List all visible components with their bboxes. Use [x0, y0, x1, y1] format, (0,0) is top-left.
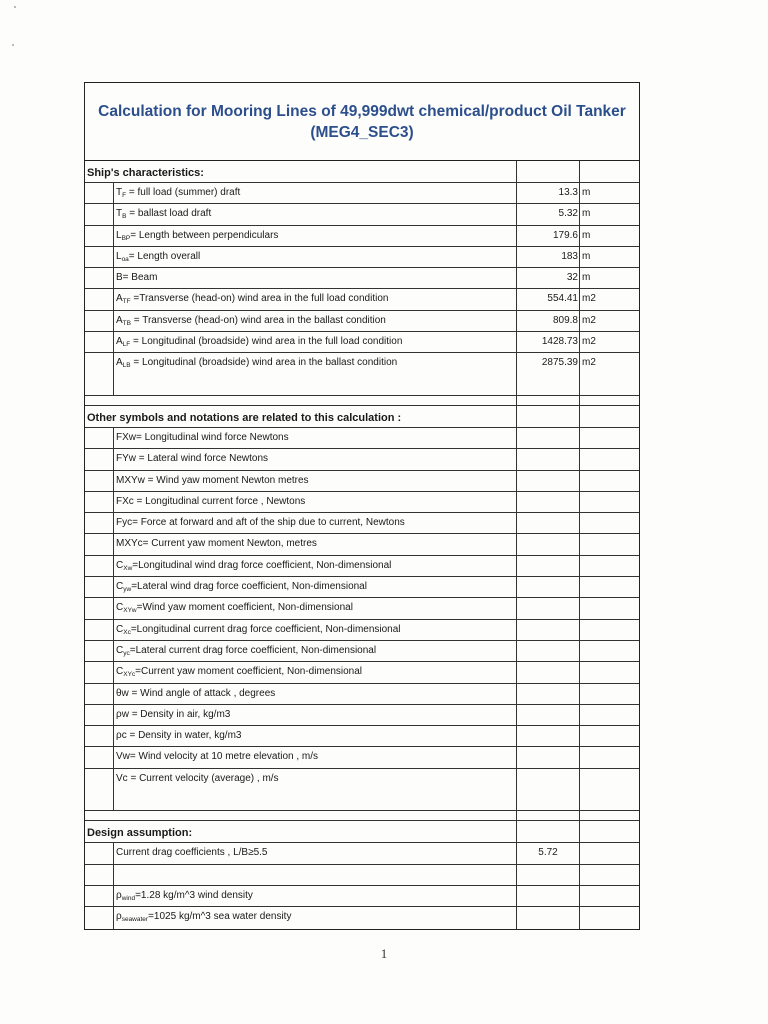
symbols-description [114, 641, 517, 661]
symbol-subscript: yw [123, 586, 132, 594]
symbols-row [85, 471, 639, 492]
symbol-subscript: BP [121, 234, 131, 242]
description-text: = ballast load draft [126, 208, 212, 220]
description-text: = Length between perpendiculars [130, 229, 279, 241]
symbol: A [116, 336, 123, 348]
symbol: A [116, 357, 123, 369]
symbol: T [116, 208, 123, 220]
ship_characteristics-unit: m2 [582, 336, 596, 348]
symbols-row [85, 534, 639, 555]
blank-row [85, 790, 639, 811]
symbols-description [114, 598, 517, 618]
symbol: C [116, 559, 124, 571]
current-drag-text: Current drag coefficients , L/B≥5.5 [114, 843, 517, 863]
title-line-2: (MEG4_SEC3) [310, 124, 414, 141]
symbols-description [114, 747, 517, 767]
current-drag-value: 5.72 [517, 843, 580, 863]
description-text: = Beam [122, 272, 158, 284]
symbols-description [114, 534, 517, 554]
symbols-description [114, 428, 517, 448]
calculation-sheet [84, 82, 640, 930]
description-text: =Longitudinal wind drag force coefficient, Non-dimensional [132, 559, 392, 571]
ship-characteristics-heading-row [85, 161, 639, 183]
description-text: Vw= Wind velocity at 10 metre elevation , m/s [116, 751, 319, 763]
symbols-heading-row [85, 406, 639, 428]
description-text: = Length overall [128, 250, 201, 262]
description-text: =Transverse (head-on) wind area in the full load condition [130, 293, 389, 305]
ship_characteristics-row [85, 332, 639, 353]
ship_characteristics-description [114, 353, 517, 374]
ship_characteristics-row [85, 247, 639, 268]
symbols-description [114, 471, 517, 491]
ship_characteristics-unit: m2 [582, 314, 596, 326]
description-text: =Wind yaw moment coefficient, Non-dimensional [136, 602, 353, 614]
page-number: 1 [380, 946, 388, 961]
ship_characteristics-value: 179.6 [517, 226, 580, 246]
symbols-description [114, 705, 517, 725]
blank-row [85, 375, 639, 396]
description-text: ρc = Density in water, kg/m3 [116, 730, 242, 742]
symbol: C [116, 666, 124, 678]
symbols-description [114, 449, 517, 469]
ship_characteristics-row [85, 268, 639, 289]
symbols-description [114, 726, 517, 746]
ship_characteristics-unit: m2 [582, 357, 596, 369]
symbols-row [85, 641, 639, 662]
ship-characteristics-heading: Ship's characteristics: [85, 161, 517, 182]
symbol-subscript: oa [121, 255, 129, 263]
ship_characteristics-row [85, 226, 639, 247]
symbol-subscript: TB [122, 319, 131, 327]
symbols-row [85, 577, 639, 598]
symbols-row [85, 747, 639, 768]
document-title [85, 83, 639, 161]
ship_characteristics-unit: m [582, 272, 591, 284]
ship-characteristics-rows [85, 183, 639, 375]
ship_characteristics-unit: m [582, 229, 591, 241]
symbols-description [114, 513, 517, 533]
symbol-subscript: XYw [123, 607, 137, 615]
ship_characteristics-value: 32 [517, 268, 580, 288]
symbols-description [114, 620, 517, 640]
description-text: Fyc= Force at forward and aft of the ship due to current, Newtons [116, 517, 405, 529]
ship_characteristics-description [114, 332, 517, 352]
symbols-heading: Other symbols and notations are related to this calculation : [85, 406, 517, 427]
description-text: =Current yaw moment coefficient, Non-dimensional [135, 666, 363, 678]
current-drag-row [85, 843, 639, 864]
symbol: C [116, 644, 124, 656]
description-text: FXc = Longitudinal current force , Newtons [116, 495, 306, 507]
description-text: FXw= Longitudinal wind force Newtons [116, 431, 289, 443]
ship_characteristics-value: 5.32 [517, 204, 580, 224]
sea-density-row [85, 907, 639, 928]
description-text: = Transverse (head-on) wind area in the ballast condition [130, 314, 386, 326]
symbols-description [114, 577, 517, 597]
symbol-subscript: LF [122, 341, 131, 349]
description-text: FYw = Lateral wind force Newtons [116, 453, 269, 465]
symbols-row [85, 769, 639, 790]
symbol: T [116, 187, 123, 198]
symbol: A [116, 293, 123, 305]
ship_characteristics-unit: m [582, 187, 591, 198]
blank-row [85, 865, 639, 886]
symbol: B [116, 272, 123, 284]
spacer-row [85, 396, 639, 406]
symbol: L [116, 250, 122, 262]
ship_characteristics-description [114, 183, 517, 203]
ship_characteristics-row [85, 353, 639, 374]
ship_characteristics-value: 809.8 [517, 311, 580, 331]
symbols-row [85, 598, 639, 619]
ship_characteristics-row [85, 311, 639, 332]
symbols-row [85, 705, 639, 726]
symbol-subscript: Xc [123, 628, 131, 636]
symbol-subscript: XYc [123, 671, 136, 679]
description-text: = full load (summer) draft [126, 187, 241, 198]
ship_characteristics-unit: m2 [582, 293, 596, 305]
title-line-1: Calculation for Mooring Lines of 49,999dwt chemical/product Oil Tanker [98, 103, 626, 120]
symbols-row [85, 428, 639, 449]
symbol: L [116, 229, 122, 241]
symbols-row [85, 492, 639, 513]
design-heading: Design assumption: [85, 821, 517, 842]
symbols-row [85, 726, 639, 747]
symbol: C [116, 581, 124, 593]
description-text: =Lateral current drag force coefficient, Non-dimensional [129, 644, 377, 656]
symbol-subscript: LB [122, 362, 131, 370]
symbols-row [85, 513, 639, 534]
symbols-description [114, 769, 517, 790]
ship_characteristics-description [114, 268, 517, 288]
description-text: MXYc= Current yaw moment Newton, metres [116, 538, 317, 550]
description-text: =Lateral wind drag force coefficient, Non-dimensional [131, 581, 367, 593]
description-text: =Longitudinal current drag force coefficient, Non-dimensional [130, 623, 401, 635]
symbol-subscript: yc [123, 649, 130, 657]
symbols-description [114, 662, 517, 682]
symbols-row [85, 449, 639, 470]
symbols-description [114, 684, 517, 704]
symbols-rows [85, 428, 639, 790]
sea-density-text: $\rho_{seawater}=1025$ kg/m^3 sea water density [114, 907, 517, 928]
wind-density-text: $\rho_{wind}=1.28$ kg/m^3 wind density [114, 886, 517, 906]
ship_characteristics-description [114, 226, 517, 246]
ship_characteristics-row [85, 204, 639, 225]
description-text: ρw = Density in air, kg/m3 [116, 708, 231, 720]
symbol: C [116, 623, 124, 635]
symbol: A [116, 314, 123, 326]
description-text: θw = Wind angle of attack , degrees [116, 687, 276, 699]
description-text: = Longitudinal (broadside) wind area in the full load condition [130, 336, 403, 348]
ship_characteristics-value: 554.41 [517, 289, 580, 309]
description-text: = Longitudinal (broadside) wind area in the ballast condition [130, 357, 398, 369]
wind-density-row [85, 886, 639, 907]
symbols-description [114, 556, 517, 576]
ship_characteristics-description [114, 247, 517, 267]
ship_characteristics-description [114, 289, 517, 309]
ship_characteristics-description [114, 311, 517, 331]
ship_characteristics-row [85, 183, 639, 204]
symbol-subscript: B [122, 213, 127, 221]
ship_characteristics-row [85, 289, 639, 310]
ship_characteristics-value: 2875.39 [517, 353, 580, 374]
symbol-subscript: F [122, 192, 127, 199]
symbols-row [85, 556, 639, 577]
description-text: MXYw = Wind yaw moment Newton metres [116, 474, 309, 486]
ship_characteristics-description [114, 204, 517, 224]
symbols-description [114, 492, 517, 512]
ship_characteristics-unit: m [582, 208, 591, 220]
spacer-row [85, 811, 639, 821]
symbol-subscript: Xw [123, 564, 133, 572]
symbols-row [85, 662, 639, 683]
description-text: Vc = Current velocity (average) , m/s [116, 772, 279, 784]
symbol: C [116, 602, 124, 614]
symbols-row [85, 620, 639, 641]
ship_characteristics-value: 1428.73 [517, 332, 580, 352]
symbols-row [85, 684, 639, 705]
ship_characteristics-value: 13.3 [517, 183, 580, 203]
ship_characteristics-unit: m [582, 250, 591, 262]
ship_characteristics-value: 183 [517, 247, 580, 267]
design-heading-row [85, 821, 639, 843]
symbol-subscript: TF [122, 298, 131, 306]
